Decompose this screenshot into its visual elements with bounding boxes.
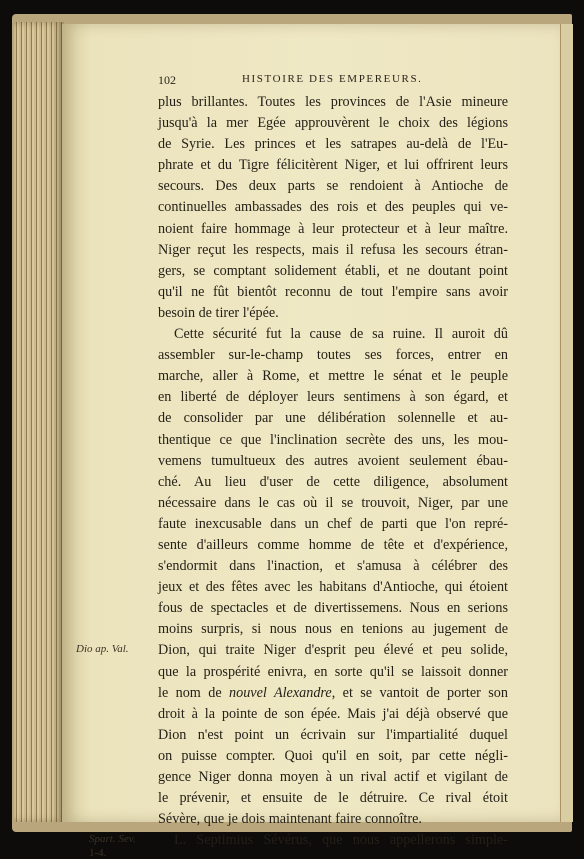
text-line: le prévenir, et ensuite de le détruire. Ce rival étoit xyxy=(158,790,508,807)
text-line: jeux et des fêtes avec les habitans d'Antioche, qui étoient xyxy=(158,579,508,596)
text-line: Dion, qui traite Niger d'esprit peu élevé et peu solide, xyxy=(158,642,508,659)
text-line: qu'il ne fût bientôt reconnu de tout l'empire sans avoir xyxy=(158,283,508,300)
text-line: moins surpris, si nous nous en tenions au jugement de xyxy=(158,621,508,638)
text-line: Sévère, que je dois maintenant faire connoître. xyxy=(158,811,422,828)
text-line: gers, se comptant solidement établi, et ne doutant point xyxy=(158,262,508,279)
text-line: marche, aller à Rome, et mettre le sénat et le peuple xyxy=(158,368,508,385)
text-line: nécessaire dans le cas où il se trouvoit, Niger, par une xyxy=(158,494,508,511)
text-line: Cette sécurité fut la cause de sa ruine. Il auroit dû xyxy=(174,326,508,343)
text-line: vemens tumultueux des autres avoient seulement ébau- xyxy=(158,452,508,469)
text-line: secours. Des deux parts se rendoient à Antioche de xyxy=(158,178,508,195)
running-head: HISTOIRE DES EMPEREURS. xyxy=(242,73,423,85)
text-line: droit à la pointe de son épée. Mais j'ai déjà observé que xyxy=(158,705,508,722)
text-line: phrate et du Tigre félicitèrent Niger, et lui offrirent leurs xyxy=(158,157,508,174)
margin-note-dio: Dio ap. Val. xyxy=(76,643,129,655)
text-line: gence Niger donna moyen à un rival actif et vigilant de xyxy=(158,769,508,785)
text-line: jusqu'à la mer Egée approuvèrent le choix des légions xyxy=(158,115,508,132)
text-line: L. Septimius Sévérus, que nous appellerons simple- xyxy=(174,832,508,849)
text-line: de Syrie. Les princes et les satrapes au-delà de l'Eu- xyxy=(158,136,508,153)
text-line: noient faire hommage à leur protecteur et à leur maître. xyxy=(158,220,508,237)
text-line: s'endormit dans l'inaction, et s'amusa à célébrer des xyxy=(158,558,508,575)
text-line: sente d'ailleurs comme homme de tête et d'expérience, xyxy=(158,536,508,553)
text-line: le nom de nouvel Alexandre, et se vantoit de porter son xyxy=(158,684,508,701)
text-line: faute inexcusable dans un chef de parti que l'on repré- xyxy=(158,515,508,532)
text-line: Dion n'est point un écrivain sur l'impartialité duquel xyxy=(158,726,508,743)
body-text xyxy=(158,92,508,851)
text-line: en liberté de déployer leurs sentimens à son égard, et xyxy=(158,389,508,406)
facing-page-edge xyxy=(560,24,573,822)
margin-note-spart: Spart. Sev. xyxy=(89,833,136,845)
text-line: ché. Au lieu d'user de cette diligence, absolument xyxy=(158,473,508,490)
text-line: besoin de tirer l'épée. xyxy=(158,304,279,321)
text-line: plus brillantes. Toutes les provinces de l'Asie mineure xyxy=(158,94,508,110)
text-line: de consolider par une délibération solennelle et au- xyxy=(158,410,508,427)
text-line: thentique ce que l'inclination secrète des uns, les mou- xyxy=(158,431,508,448)
page-number: 102 xyxy=(158,73,176,87)
text-line: on puisse compter. Quoi qu'il en soit, par cette négli- xyxy=(158,747,508,764)
text-line: que la prospérité enivra, en sorte qu'il se laissoit donner xyxy=(158,663,508,680)
margin-note-spart-ref: 1-4. xyxy=(89,847,107,859)
text-line: continuelles ambassades des rois et des peuples qui ve- xyxy=(158,199,508,216)
italic-phrase: nouvel Alexandre xyxy=(229,684,332,701)
text-line: assembler sur-le-champ toutes ses forces, entrer en xyxy=(158,347,508,364)
page-edges xyxy=(14,22,64,822)
page-header xyxy=(158,73,510,91)
text-line: fous de spectacles et de divertissemens. Nous en serions xyxy=(158,600,508,617)
text-line: Niger reçut les respects, mais il refusa les secours étran- xyxy=(158,241,508,258)
